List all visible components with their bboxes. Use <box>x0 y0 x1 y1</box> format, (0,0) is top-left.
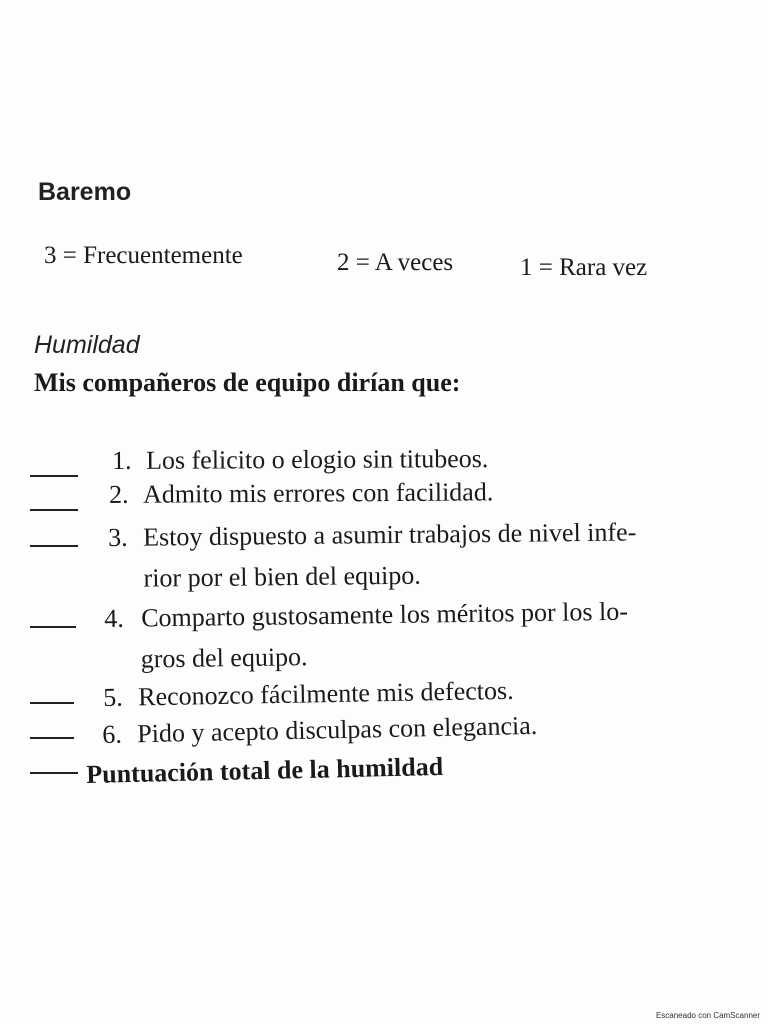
scale-sometimes: 2 = A veces <box>337 249 454 276</box>
score-blank-4[interactable] <box>30 626 76 628</box>
item-number: 5. <box>103 682 124 712</box>
item-number: 2. <box>109 479 129 509</box>
item-number: 6. <box>102 719 123 749</box>
score-blank-2[interactable] <box>30 509 78 511</box>
scale-frequently: 3 = Frecuentemente <box>44 242 243 269</box>
item-text: Los felicito o elogio sin titubeos. <box>145 444 489 475</box>
item-text: Pido y acepto disculpas con elegancia. <box>136 710 538 749</box>
total-score-blank[interactable] <box>30 772 78 774</box>
score-blank-5[interactable] <box>30 702 74 704</box>
item-text: Comparto gustosamente los méritos por los lo- <box>140 596 629 633</box>
item-text: Estoy dispuesto a asumir trabajos de nivel infe- <box>142 517 637 552</box>
baremo-heading: Baremo <box>38 178 132 206</box>
section-title: Humildad <box>34 331 140 359</box>
item-text: Reconozco fácilmente mis defectos. <box>137 675 514 712</box>
item-text-continued: rior por el bien del equipo. <box>143 560 421 593</box>
score-blank-1[interactable] <box>30 475 78 477</box>
score-blank-6[interactable] <box>30 737 74 739</box>
score-blank-3[interactable] <box>30 545 78 547</box>
item-text-continued: gros del equipo. <box>140 642 308 674</box>
section-intro: Mis compañeros de equipo dirían que: <box>34 368 461 397</box>
item-text: Admito mis errores con facilidad. <box>142 477 494 509</box>
scanner-watermark: Escaneado con CamScanner <box>655 1011 760 1020</box>
item-number: 4. <box>104 603 124 633</box>
total-label: Puntuación total de la humildad <box>86 751 444 789</box>
item-number: 1. <box>112 445 132 475</box>
item-number: 3. <box>108 522 128 552</box>
scale-rarely: 1 = Rara vez <box>520 254 648 281</box>
